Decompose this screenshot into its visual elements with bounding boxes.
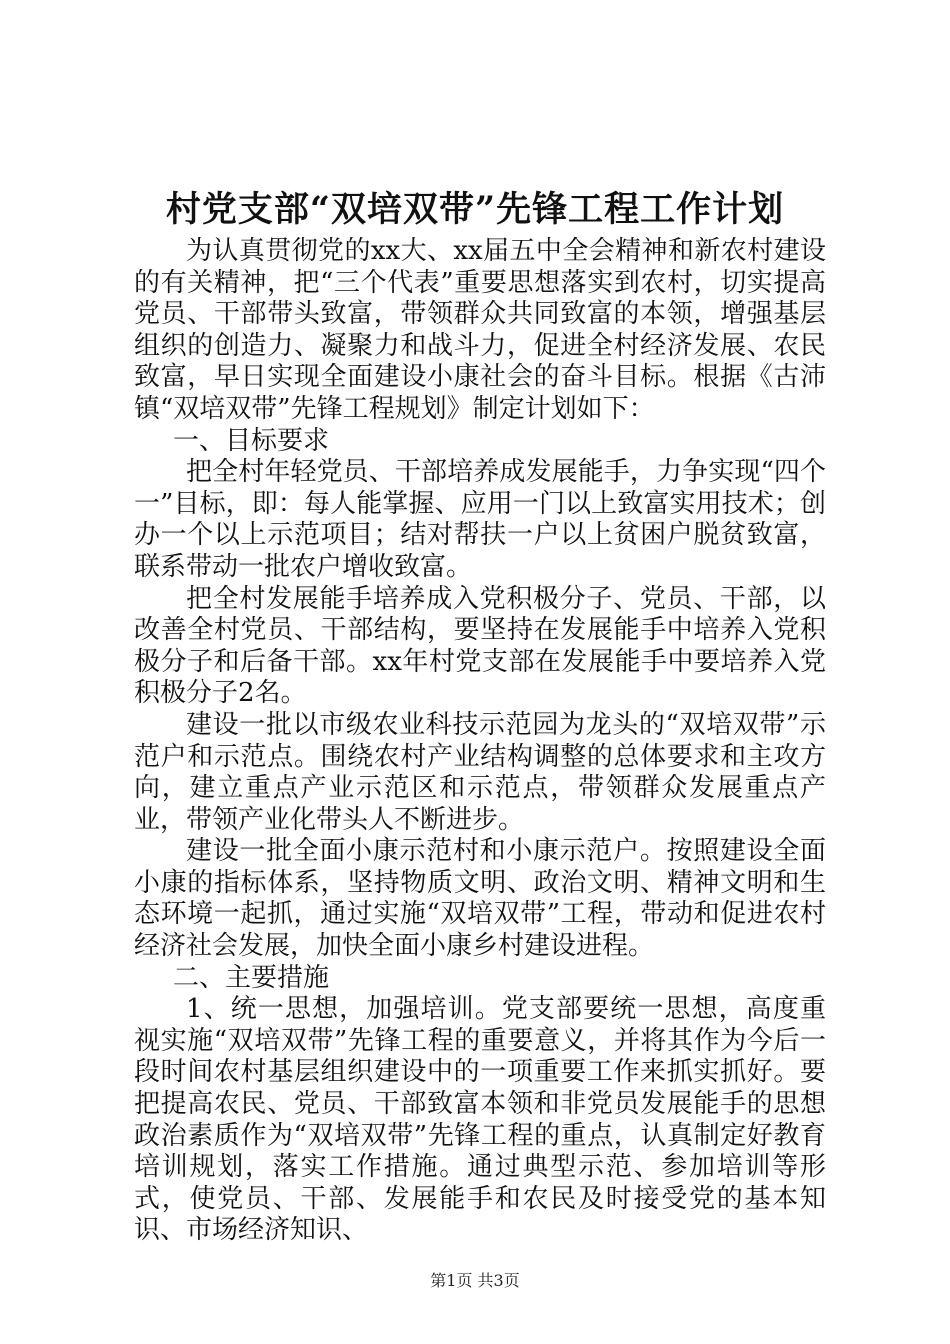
section-heading-goals: 一、目标要求 (173, 425, 330, 456)
goal-paragraph-1: 把全村年轻党员、干部培养成发展能手，力争实现“四个一”目标，即：每人能掌握、应用一门以上致富实用技术；创办一个以上示范项目；结对帮扶一户以上贫困户脱贫致富，联系带动一批农户增收致富。 (134, 457, 826, 582)
goal-paragraph-4: 建设一批全面小康示范村和小康示范户。按照建设全面小康的指标体系，坚持物质文明、政治文明、精神文明和生态环境一起抓，通过实施“双培双带”工程，带动和促进农村经济社会发展，加快全面小康乡村建设进程。 (134, 836, 826, 962)
measure-paragraph-1: 1、统一思想，加强培训。党支部要统一思想，高度重视实施“双培双带”先锋工程的重要意义，并将其作为今后一段时间农村基层组织建设中的一项重要工作来抓实抓好。要把提高农民、党员、干部致富本领和非党员发展能手的思想政治素质作为“双培双带”先锋工程的重点，认真制定好教育培训规划，落实工作措施。通过典型示范、参加培训等形式，使党员、干部、发展能手和农民及时接受党的基本知识、市场经济知识、 (134, 994, 826, 1246)
goal-paragraph-2: 把全村发展能手培养成入党积极分子、党员、干部，以改善全村党员、干部结构，要坚持在发展能手中培养入党积极分子和后备干部。xx年村党支部在发展能手中要培养入党积极分子2名。 (134, 583, 826, 709)
section-heading-measures: 二、主要措施 (173, 962, 330, 993)
intro-paragraph: 为认真贯彻党的xx大、xx届五中全会精神和新农村建设的有关精神，把“三个代表”重要思想落实到农村，切实提高党员、干部带头致富，带领群众共同致富的本领，增强基层组织的创造力、凝聚力和战斗力，促进全村经济发展、农民致富，早日实现全面建设小康社会的奋斗目标。根据《古沛镇“双培双带”先锋工程规划》制定计划如下： (134, 236, 826, 424)
document-title: 村党支部“双培双带”先锋工程工作计划 (165, 189, 785, 230)
document-body (134, 236, 826, 1247)
page-footer: 第1页 共3页 (430, 1271, 520, 1290)
goal-paragraph-3: 建设一批以市级农业科技示范园为龙头的“双培双带”示范户和示范点。围绕农村产业结构调整的总体要求和主攻方向，建立重点产业示范区和示范点，带领群众发展重点产业，带领产业化带头人不断进步。 (134, 709, 826, 835)
